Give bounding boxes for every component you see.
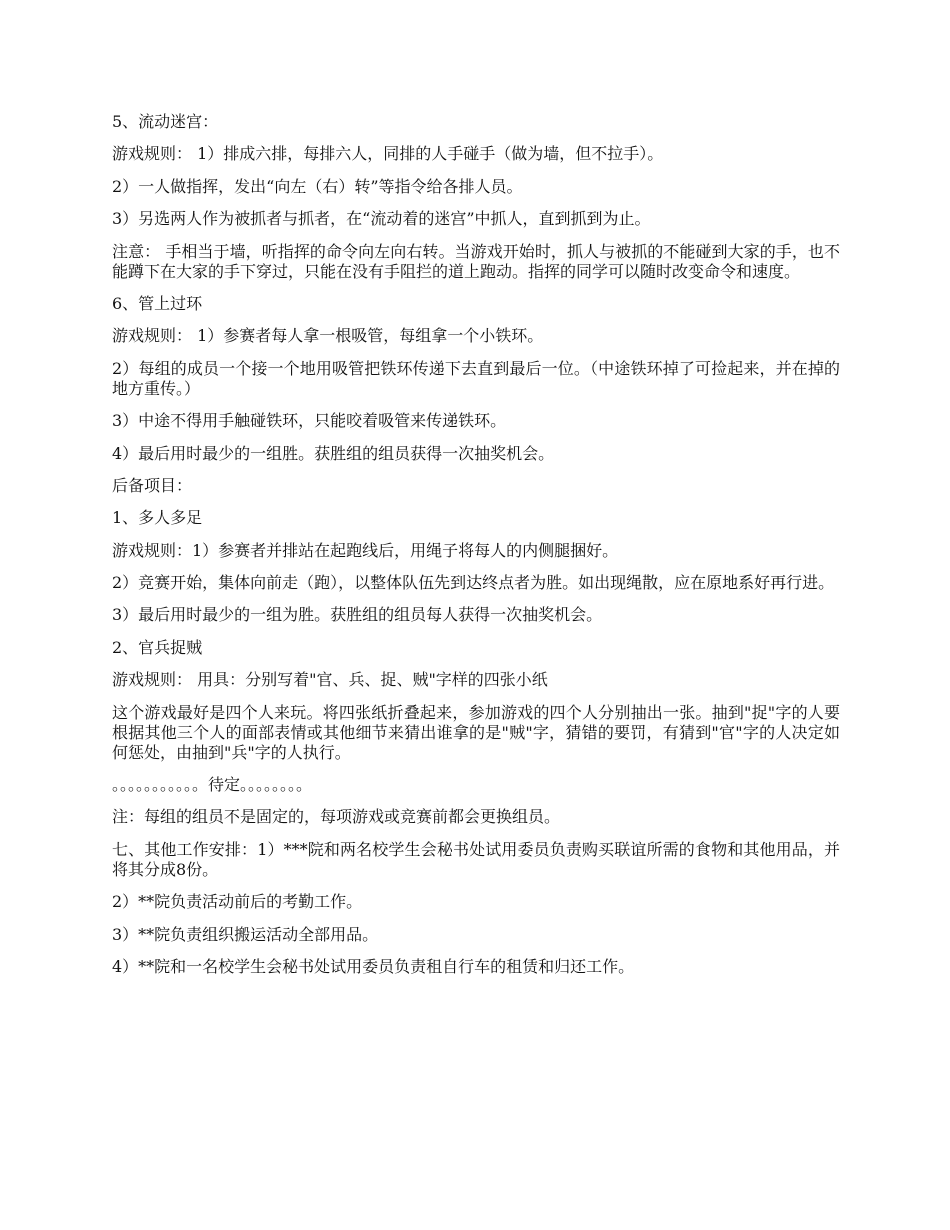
other-arrangements-paragraph: 七、其他工作安排：1）***院和两名校学生会秘书处试用委员负责购买联谊所需的食物和其他用品，并将其分成8份。 [112, 839, 840, 879]
rule-paragraph: 游戏规则： 用具：分别写着"官、兵、捉、贼"字样的四张小纸 [112, 670, 548, 690]
rule-paragraph: 4）最后用时最少的一组胜。获胜组的组员获得一次抽奖机会。 [112, 443, 555, 463]
rule-paragraph: 3）中途不得用手触碰铁环，只能咬着吸管来传递铁环。 [112, 411, 507, 431]
rule-paragraph: 游戏规则：1）参赛者并排站在起跑线后，用绳子将每人的内侧腿捆好。 [112, 540, 619, 560]
arrangement-item: 2）**院负责活动前后的考勤工作。 [112, 892, 363, 912]
rule-paragraph: 3）最后用时最少的一组为胜。获胜组的组员每人获得一次抽奖机会。 [112, 605, 603, 625]
rule-paragraph: 这个游戏最好是四个人来玩。将四张纸折叠起来，参加游戏的四个人分别抽出一张。抽到"捉"字的人要根据其他三个人的面部表情或其他细节来猜出谁拿的是"贼"字，猜错的要罚，有猜到"官"字的人决定如何惩处，由抽到"兵"字的人执行。 [112, 702, 840, 762]
arrangement-item: 4）**院和一名校学生会秘书处试用委员负责租自行车的租赁和归还工作。 [112, 956, 635, 976]
rule-paragraph: 游戏规则： 1）排成六排，每排六人，同排的人手碰手（做为墙，但不拉手）。 [112, 144, 664, 164]
pending-line: 。。。。。。。。。。。待定。。。。。。。。 [112, 775, 313, 795]
rule-paragraph: 2）每组的成员一个接一个地用吸管把铁环传递下去直到最后一位。（中途铁环掉了可捡起来，并在掉的地方重传。） [112, 358, 840, 398]
rule-paragraph: 2）竞赛开始，集体向前走（跑），以整体队伍先到达终点者为胜。如出现绳散，应在原地系好再行进。 [112, 573, 835, 593]
rule-paragraph: 游戏规则： 1）参赛者每人拿一根吸管，每组拿一个小铁环。 [112, 326, 544, 346]
note-paragraph: 注意： 手相当于墙，听指挥的命令向左向右转。当游戏开始时，抓人与被抓的不能碰到大家的手，也不能蹲下在大家的手下穿过，只能在没有手阻拦的道上跑动。指挥的同学可以随时改变命令和速度。 [112, 241, 840, 281]
document-page [112, 112, 840, 989]
arrangement-item: 3）**院负责组织搬运活动全部用品。 [112, 924, 379, 944]
section-heading-flowing-maze: 5、流动迷宫： [112, 112, 219, 131]
rule-paragraph: 3）另选两人作为被抓者与抓者，在“流动着的迷宫”中抓人，直到抓到为止。 [112, 209, 651, 229]
section-heading-ring-on-straw: 6、管上过环 [112, 293, 203, 313]
note-paragraph: 注：每组的组员不是固定的，每项游戏或竞赛前都会更换组员。 [112, 807, 561, 827]
section-heading-multi-legged: 1、多人多足 [112, 508, 203, 528]
backup-items-heading: 后备项目： [112, 475, 193, 495]
section-heading-cops-and-thief: 2、官兵捉贼 [112, 637, 203, 657]
rule-paragraph: 2）一人做指挥，发出“向左（右）转”等指令给各排人员。 [112, 176, 523, 196]
